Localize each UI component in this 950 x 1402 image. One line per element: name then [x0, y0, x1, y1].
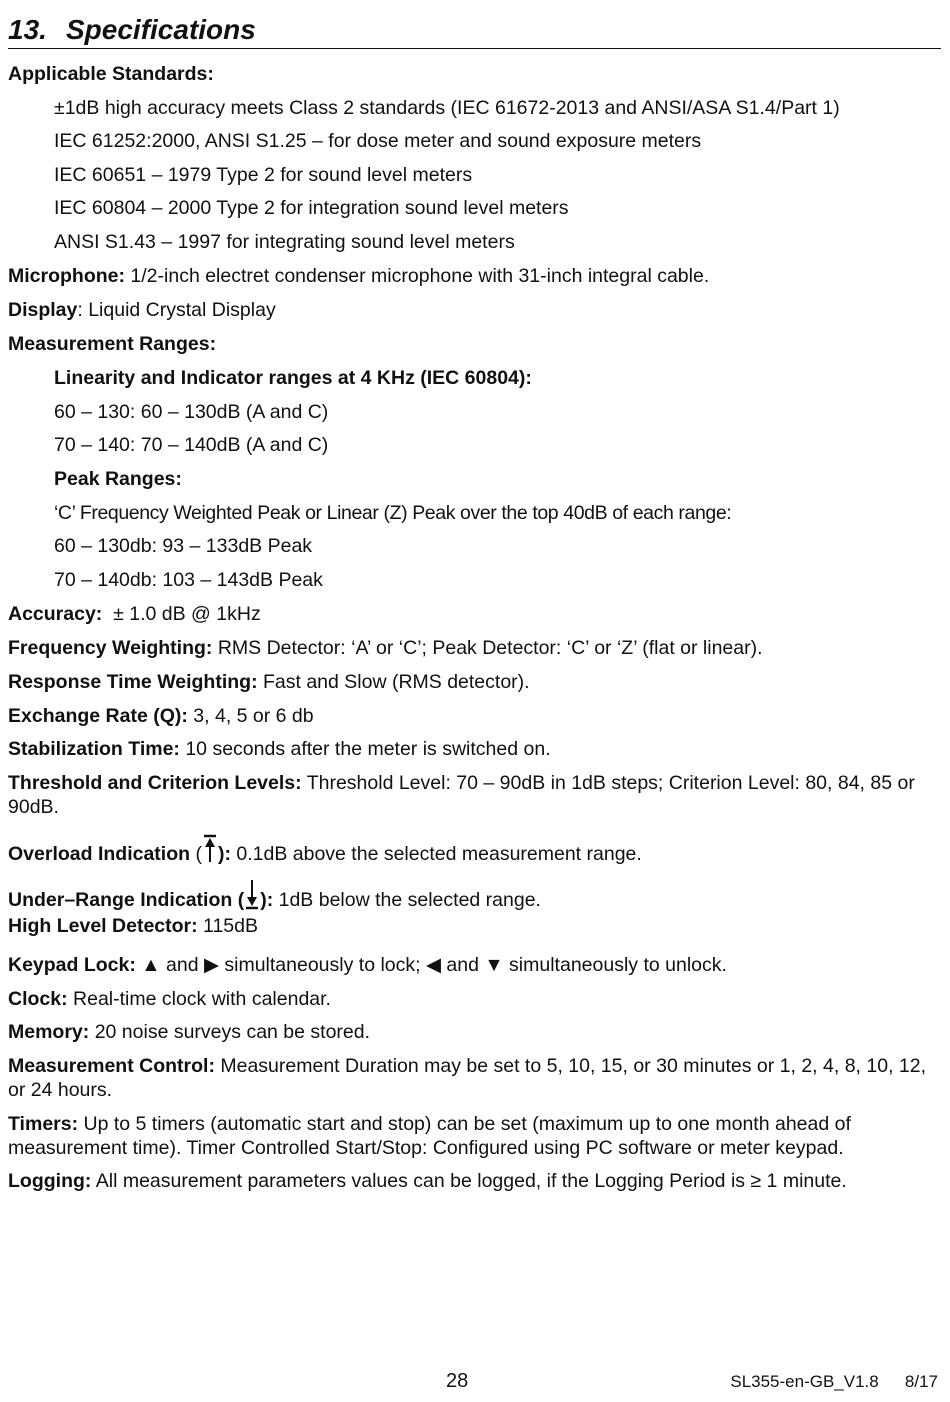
- spec-value: RMS Detector: ‘A’ or ‘C’; Peak Detector: ‘C’ or ‘Z’ (flat or linear).: [212, 637, 763, 659]
- arrow-up-to-bar-icon: [202, 834, 218, 864]
- spec-value: 20 noise surveys can be stored.: [89, 1021, 371, 1043]
- spec-value: Measurement Duration may be set to 5, 10, 15, or 30 minutes or 1, 2, 4, 8, 10, 12, or 24 hours.: [8, 1055, 927, 1101]
- spec-value: Fast and Slow (RMS detector).: [257, 671, 530, 693]
- spec-value: Up to 5 timers (automatic start and stop) can be set (maximum up to one month ahead of measurement time). Timer Controlled Start/Stop: Configured using PC software or meter keypad.: [8, 1113, 851, 1159]
- spec-label: Clock:: [8, 988, 68, 1010]
- spec-label: Under–Range Indication (: [8, 889, 245, 911]
- spec-label-end: ):: [217, 843, 231, 865]
- spec-label: Logging:: [8, 1170, 92, 1192]
- spec-stabilization: [8, 737, 551, 761]
- spec-memory: [8, 1020, 370, 1044]
- spec-label-paren: (: [190, 843, 202, 865]
- arrow-down-to-bar-icon: [244, 880, 260, 910]
- spec-microphone: [8, 264, 709, 288]
- standards-label: Applicable Standards:: [8, 63, 214, 85]
- spec-under-range: [8, 880, 541, 912]
- spec-logging: [8, 1169, 847, 1193]
- standard-item: IEC 61252:2000, ANSI S1.25 – for dose meter and sound exposure meters: [54, 130, 702, 152]
- spec-clock: [8, 987, 331, 1011]
- spec-value: : Liquid Crystal Display: [77, 299, 276, 321]
- spec-high-level: [8, 914, 258, 938]
- spec-response-time: [8, 670, 530, 694]
- spec-value: Threshold Level: 70 – 90dB in 1dB steps; Criterion Level: 80, 84, 85 or 90dB.: [8, 772, 915, 818]
- spec-threshold: [8, 771, 938, 819]
- spec-label: Response Time Weighting:: [8, 671, 258, 693]
- spec-label: Frequency Weighting:: [8, 637, 213, 659]
- spec-display: [8, 298, 276, 322]
- standard-item: ANSI S1.43 – 1997 for integrating sound level meters: [54, 231, 515, 253]
- section-number: 13.: [8, 14, 47, 45]
- spec-label: Accuracy:: [8, 603, 103, 625]
- peak-item: 70 – 140db: 103 – 143dB Peak: [54, 569, 323, 591]
- spec-value: ± 1.0 dB @ 1kHz: [102, 603, 261, 625]
- spec-accuracy: [8, 602, 261, 626]
- spec-label: Overload Indication: [8, 843, 191, 865]
- spec-overload: [8, 834, 642, 866]
- spec-label-end: ):: [260, 889, 274, 911]
- peak-description: ‘C’ Frequency Weighted Peak or Linear (Z) Peak over the top 40dB of each range:: [54, 502, 732, 524]
- spec-label: High Level Detector:: [8, 915, 198, 937]
- page-number: 28: [446, 1370, 469, 1392]
- spec-value: ▲ and ▶ simultaneously to lock; ◀ and ▼ simultaneously to unlock.: [135, 954, 727, 976]
- spec-timers: [8, 1112, 938, 1160]
- spec-value: 1dB below the selected range.: [273, 889, 541, 911]
- section-title: Specifications: [66, 14, 256, 45]
- spec-label: Memory:: [8, 1021, 90, 1043]
- range-item: 70 – 140: 70 – 140dB (A and C): [54, 434, 329, 456]
- spec-measurement-control: [8, 1054, 938, 1102]
- spec-value: 10 seconds after the meter is switched on.: [179, 738, 551, 760]
- standard-item: ±1dB high accuracy meets Class 2 standards (IEC 61672-2013 and ANSI/ASA S1.4/Part 1): [54, 97, 840, 119]
- spec-label: Threshold and Criterion Levels:: [8, 772, 302, 794]
- spec-label: Stabilization Time:: [8, 738, 180, 760]
- page-title: [8, 12, 941, 49]
- spec-label: Measurement Control:: [8, 1055, 215, 1077]
- spec-value: All measurement parameters values can be logged, if the Logging Period is ≥ 1 minute.: [91, 1170, 847, 1192]
- range-item: 60 – 130: 60 – 130dB (A and C): [54, 401, 329, 423]
- spec-label: Microphone:: [8, 265, 125, 287]
- spec-value: 1/2-inch electret condenser microphone with 31-inch integral cable.: [125, 265, 710, 287]
- spec-label: Display: [8, 299, 78, 321]
- spec-frequency-weighting: [8, 636, 763, 660]
- spec-value: 115dB: [197, 915, 258, 937]
- spec-label: Timers:: [8, 1113, 79, 1135]
- spec-label: Keypad Lock:: [8, 954, 136, 976]
- spec-label: Exchange Rate (Q):: [8, 705, 188, 727]
- spec-exchange-rate: [8, 704, 314, 728]
- spec-value: Real-time clock with calendar.: [67, 988, 331, 1010]
- spec-value: 3, 4, 5 or 6 db: [187, 705, 314, 727]
- document-id: SL355-en-GB_V1.8 8/17: [730, 1372, 938, 1391]
- peak-label: Peak Ranges:: [54, 468, 182, 490]
- spec-value: 0.1dB above the selected measurement range.: [230, 843, 642, 865]
- linearity-label: Linearity and Indicator ranges at 4 KHz (IEC 60804):: [54, 367, 532, 389]
- ranges-label: Measurement Ranges:: [8, 333, 217, 355]
- peak-item: 60 – 130db: 93 – 133dB Peak: [54, 535, 313, 557]
- standard-item: IEC 60651 – 1979 Type 2 for sound level meters: [54, 164, 473, 186]
- standard-item: IEC 60804 – 2000 Type 2 for integration sound level meters: [54, 197, 569, 219]
- spec-keypad-lock: [8, 953, 727, 977]
